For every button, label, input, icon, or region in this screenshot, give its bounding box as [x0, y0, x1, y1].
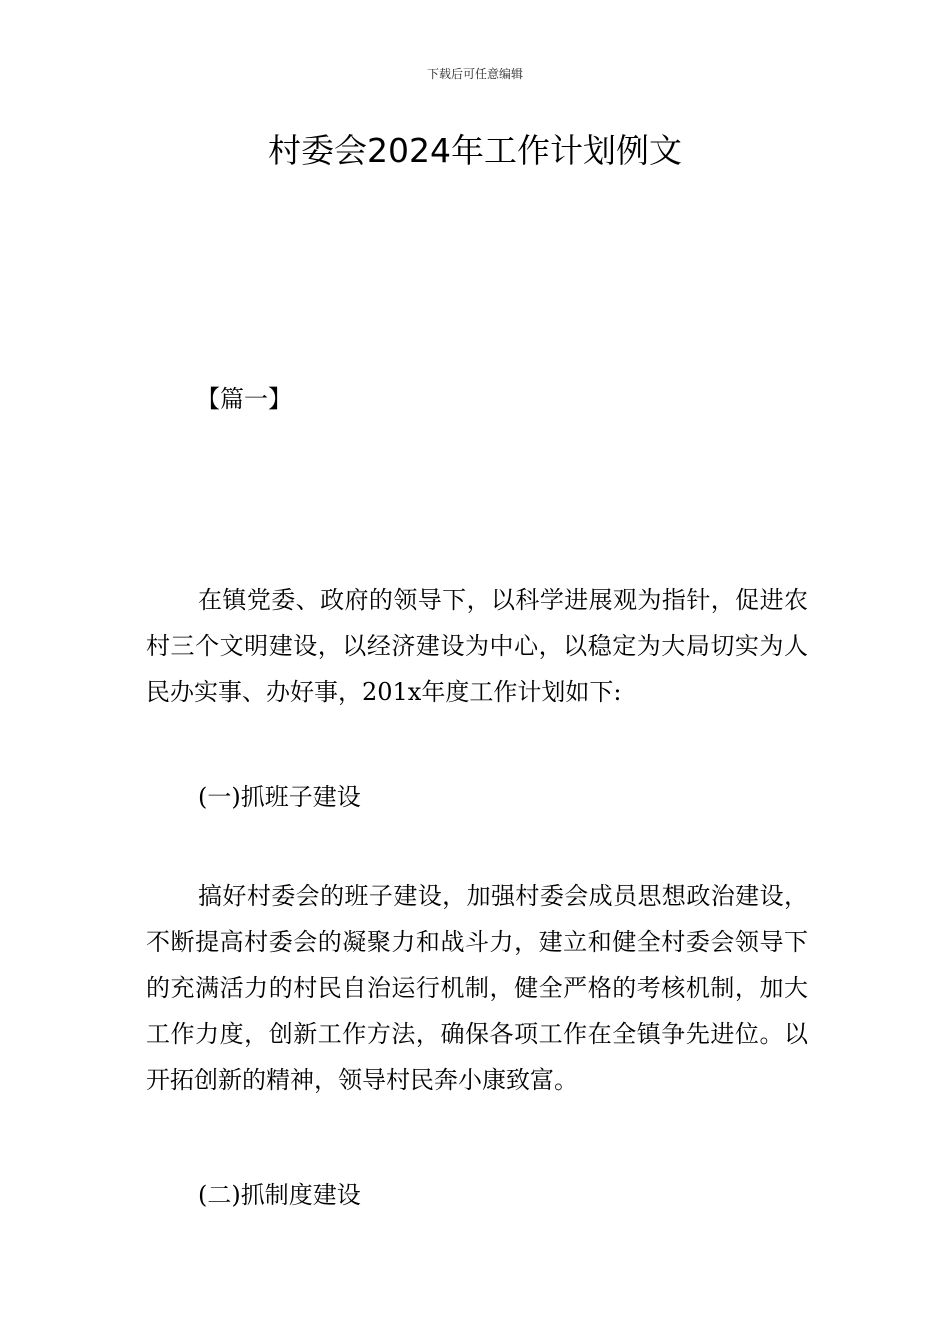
intro-paragraph: 在镇党委、政府的领导下，以科学进展观为指针，促进农村三个文明建设，以经济建设为中心，以稳定为大局切实为人民办实事、办好事，201x年度工作计划如下: [146, 586, 808, 706]
section-label: 【篇一】 [196, 385, 292, 413]
header-note: 下载后可任意编辑 [426, 67, 523, 81]
subheading-team-building: (一)抓班子建设 [198, 783, 361, 811]
document-title: 村委会2024年工作计划例文 [268, 131, 682, 170]
paragraph-team-building: 搞好村委会的班子建设，加强村委会成员思想政治建设，不断提高村委会的凝聚力和战斗力，建立和健全村委会领导下的充满活力的村民自治运行机制，健全严格的考核机制，加大工作力度，创新工作方法，确保各项工作在全镇争先进位。以开拓创新的精神，领导村民奔小康致富。 [146, 882, 808, 1094]
subheading-system-building: (二)抓制度建设 [198, 1181, 361, 1209]
